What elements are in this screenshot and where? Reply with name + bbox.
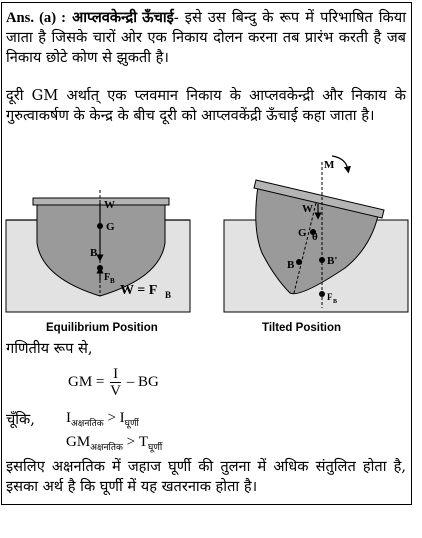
formula-rhs: – BG bbox=[126, 373, 159, 390]
label-g-tilted: G bbox=[298, 227, 307, 239]
label-w-eq-fb: W = F bbox=[120, 283, 158, 298]
label-b: B bbox=[90, 247, 98, 259]
equilibrium-diagram bbox=[6, 190, 190, 312]
label-m: M bbox=[324, 159, 335, 171]
gt-op-2: > bbox=[126, 434, 136, 450]
since-label: चूँकि, bbox=[6, 411, 35, 428]
label-fb-tilted-sub: B bbox=[333, 299, 338, 305]
since-line-1 bbox=[66, 410, 139, 429]
i-sub-1: अक्षनतिक bbox=[71, 418, 104, 428]
definition-paragraph bbox=[6, 8, 406, 68]
definition-text: इसे उस बिन्दु के रूप में परिभाषित किया जाता है जिसके चारों ओर एक निकाय दोलन करना तब प्रारंभ करती है जब निकाय छोटे कोण से झुकती है। bbox=[6, 9, 407, 66]
conclusion-paragraph: इसलिए अक्षनतिक में जहाज घूर्णी की तुलना में अधिक संतुलित होता है, इसका अर्थ है कि घूर्णी में यह खतरनाक होता है। bbox=[6, 458, 406, 495]
gm-sub-1: अक्षनतिक bbox=[90, 442, 123, 452]
i-sub-2: घूर्णी bbox=[124, 418, 139, 428]
math-intro: गणितीय रूप से, bbox=[6, 340, 93, 357]
caption-equilibrium: Equilibrium Position bbox=[46, 322, 158, 334]
term-heading: आप्लवकेन्द्री ऊँचाई- bbox=[72, 10, 179, 26]
label-w-tilted: W bbox=[302, 203, 313, 215]
i-symbol: I bbox=[66, 410, 71, 426]
gt-op-1: > bbox=[107, 410, 116, 426]
gm-explanation: दूरी GM अर्थात् एक प्लवमान निकाय के आप्लवकेन्द्री और निकाय के गुरुत्वाकर्षण के केन्द्र के बीच दूरी को आप्लवकेंद्री ऊँचाई कहा जाता है। bbox=[6, 87, 406, 124]
label-fb-tilted: F bbox=[327, 292, 333, 302]
gm-formula bbox=[68, 366, 159, 399]
answer-label: Ans. (a) : bbox=[6, 10, 67, 26]
gm-symbol: GM bbox=[66, 434, 91, 450]
label-w: W bbox=[104, 199, 115, 211]
label-b-tilted: B bbox=[287, 259, 295, 271]
metacentre-figure bbox=[0, 148, 422, 348]
formula-fraction bbox=[110, 366, 121, 399]
formula-numerator: I bbox=[110, 366, 121, 383]
t-symbol: T bbox=[138, 434, 149, 450]
t-sub: घूर्णी bbox=[148, 442, 163, 452]
label-fb: F bbox=[104, 272, 111, 283]
formula-denominator: V bbox=[110, 383, 121, 399]
label-w-eq-sub: B bbox=[165, 290, 172, 300]
label-fb-sub: B bbox=[110, 277, 115, 285]
caption-tilted: Tilted Position bbox=[262, 322, 342, 334]
label-g: G bbox=[106, 221, 115, 233]
formula-lhs: GM = bbox=[68, 373, 105, 390]
i-symbol-2: I bbox=[119, 410, 125, 426]
tilted-diagram bbox=[224, 156, 408, 312]
label-theta: θ bbox=[312, 231, 318, 243]
label-b-prime: B' bbox=[327, 255, 338, 267]
since-line-2 bbox=[66, 434, 162, 453]
